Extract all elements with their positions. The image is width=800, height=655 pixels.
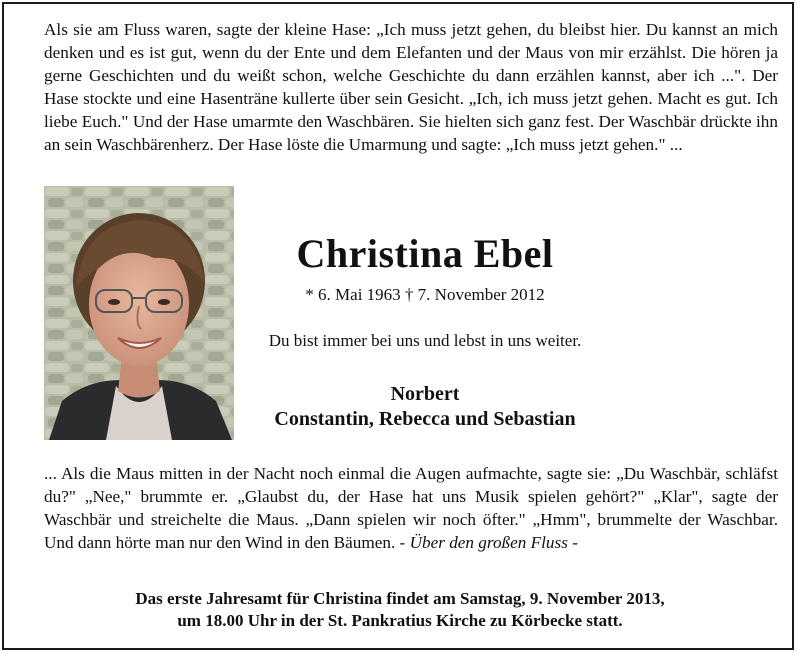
signer-line-2: Constantin, Rebecca und Sebastian: [274, 408, 576, 430]
anniversary-notice-line-2: um 18.00 Uhr in der St. Pankratius Kirche zu Körbecke statt.: [177, 611, 623, 630]
story-bottom: [44, 462, 778, 554]
memorial-quote: Du bist immer bei uns und lebst in uns weiter.: [268, 331, 582, 350]
anniversary-notice-line-1: Das erste Jahresamt für Christina findet am Samstag, 9. November 2013,: [135, 589, 665, 608]
story-bottom-text: ... Als die Maus mitten in der Nacht noch einmal die Augen aufmachte, sagte sie: „Du Waschbär, schläfst du?" „Nee," brummte er. „Glaubst du, der Hase hat uns Musik spielen gehört?" „Klar", sagte der Waschbär und streichelte die Maus. „Dann spielen wir noch öfter." „Hmm", brummelte der Waschbar. Und dann hörte man nur den Wind in den Bäumen. -: [44, 464, 778, 552]
life-dates: * 6. Mai 1963 † 7. November 2012: [305, 285, 545, 304]
deceased-name: Christina Ebel: [296, 231, 554, 276]
portrait-photo: [44, 186, 234, 440]
story-source-suffix: -: [567, 533, 578, 552]
story-top: Als sie am Fluss waren, sagte der kleine Hase: „Ich muss jetzt gehen, du bleibst hier. Du kannst an mich denken und es ist gut, wenn du der Ente und dem Elefanten und der Maus von mir erzählst. Die hören ja gerne Geschichten und du weißt schon, welche Geschichte du dann erzählen kannst, aber ich ...". Der Hase stockte und eine Hasenträne kullerte über sein Gesicht. „Ich, ich muss jetzt gehen. Macht es gut. Ich liebe Euch." Und der Hase umarmte den Waschbären. Sie hielten sich ganz fest. Der Waschbär drückte ihn an sein Waschbärenherz. Der Hase löste die Umarmung und sagte: „Ich muss jetzt gehen." ...: [44, 20, 778, 154]
signer-line-1: Norbert: [390, 383, 460, 405]
story-source: Über den großen Fluss: [409, 533, 568, 552]
